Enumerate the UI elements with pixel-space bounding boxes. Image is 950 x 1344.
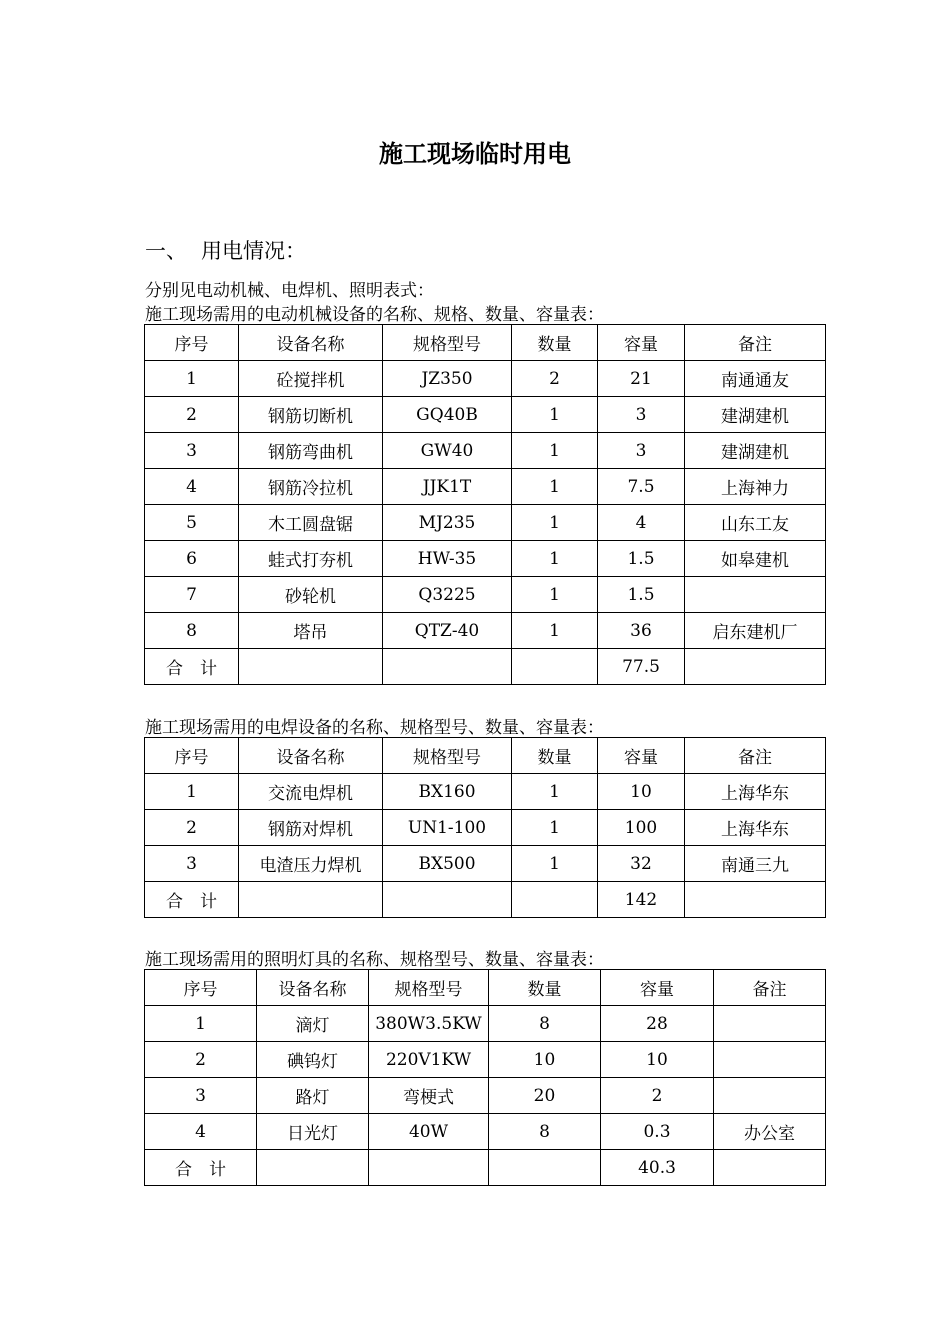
table-cell: 3 (145, 846, 239, 882)
table-row (145, 774, 826, 810)
table-cell: 上海华东 (685, 774, 826, 810)
table-cell (239, 649, 383, 685)
table-cell: 钢筋弯曲机 (239, 433, 383, 469)
table-cell: 4 (145, 1114, 257, 1150)
table-cell: MJ235 (383, 505, 512, 541)
table-cell: 1.5 (598, 541, 685, 577)
header-cell: 序号 (145, 970, 257, 1006)
header-cell: 数量 (512, 325, 598, 361)
table-row (145, 1078, 826, 1114)
header-cell: 容量 (598, 738, 685, 774)
table-cell: 4 (598, 505, 685, 541)
table-cell: 1 (512, 505, 598, 541)
table-row (145, 433, 826, 469)
table-cell: Q3225 (383, 577, 512, 613)
table-cell: 钢筋切断机 (239, 397, 383, 433)
total-row (145, 649, 826, 685)
table-row (145, 810, 826, 846)
table-cell: 1 (512, 433, 598, 469)
section-heading (145, 235, 306, 265)
table-cell: 办公室 (714, 1114, 826, 1150)
table-cell (685, 577, 826, 613)
intro-text: 分别见电动机械、电焊机、照明表式： (145, 281, 434, 301)
table-cell: 2 (145, 1042, 257, 1078)
header-cell: 备注 (685, 325, 826, 361)
table-row (145, 469, 826, 505)
table-cell: 南通三九 (685, 846, 826, 882)
table-cell: 32 (598, 846, 685, 882)
header-cell: 规格型号 (383, 738, 512, 774)
table-cell: 2 (512, 361, 598, 397)
header-cell: 容量 (601, 970, 714, 1006)
table-row (145, 505, 826, 541)
table-cell: 2 (601, 1078, 714, 1114)
table-cell: 蛙式打夯机 (239, 541, 383, 577)
table1-caption: 施工现场需用的电动机械设备的名称、规格、数量、容量表： (145, 305, 604, 325)
header-cell: 备注 (685, 738, 826, 774)
table-cell: 1 (512, 846, 598, 882)
table-cell (239, 882, 383, 918)
table-cell (369, 1150, 489, 1186)
table-cell: 1 (145, 1006, 257, 1042)
table-cell: 3 (598, 433, 685, 469)
header-cell: 序号 (145, 738, 239, 774)
table-cell: 山东工友 (685, 505, 826, 541)
table-cell: GQ40B (383, 397, 512, 433)
table-cell: 2 (145, 810, 239, 846)
table-cell: 100 (598, 810, 685, 846)
table-cell: 砂轮机 (239, 577, 383, 613)
table-row (145, 1042, 826, 1078)
header-cell: 数量 (512, 738, 598, 774)
table-cell: BX160 (383, 774, 512, 810)
table-cell: 上海神力 (685, 469, 826, 505)
table-cell: JJK1T (383, 469, 512, 505)
table-cell: 380W3.5KW (369, 1006, 489, 1042)
table-cell: 1 (512, 774, 598, 810)
table-cell: 10 (598, 774, 685, 810)
table-cell (257, 1150, 369, 1186)
header-cell: 序号 (145, 325, 239, 361)
table-cell (383, 649, 512, 685)
table-cell (685, 882, 826, 918)
table-cell: 7 (145, 577, 239, 613)
table-cell: 10 (489, 1042, 601, 1078)
table-cell: 建湖建机 (685, 397, 826, 433)
table-cell: 4 (145, 469, 239, 505)
total-row (145, 1150, 826, 1186)
table3-caption: 施工现场需用的照明灯具的名称、规格型号、数量、容量表： (145, 950, 604, 970)
header-cell: 数量 (489, 970, 601, 1006)
table-cell: 40W (369, 1114, 489, 1150)
table-cell: 滴灯 (257, 1006, 369, 1042)
table-header-row (145, 970, 826, 1006)
table-cell: 1 (512, 397, 598, 433)
table-cell: 36 (598, 613, 685, 649)
table-cell: 木工圆盘锯 (239, 505, 383, 541)
table-cell: 日光灯 (257, 1114, 369, 1150)
header-cell: 设备名称 (239, 325, 383, 361)
table-cell: 3 (598, 397, 685, 433)
welding-equipment-table (144, 737, 826, 918)
table-cell: 钢筋冷拉机 (239, 469, 383, 505)
table-cell: GW40 (383, 433, 512, 469)
table-cell (512, 882, 598, 918)
table-row (145, 846, 826, 882)
total-value: 40.3 (601, 1150, 714, 1186)
table-row (145, 361, 826, 397)
table-cell: 20 (489, 1078, 601, 1114)
table-cell: 10 (601, 1042, 714, 1078)
page-title: 施工现场临时用电 (379, 139, 571, 168)
table-cell: UN1-100 (383, 810, 512, 846)
table-cell: 2 (145, 397, 239, 433)
table-row (145, 577, 826, 613)
table-cell: 8 (489, 1006, 601, 1042)
header-cell: 容量 (598, 325, 685, 361)
table-cell: 上海华东 (685, 810, 826, 846)
table-cell: 8 (145, 613, 239, 649)
table-cell: 电渣压力焊机 (239, 846, 383, 882)
table-cell: 1 (512, 469, 598, 505)
table-cell: 1 (512, 613, 598, 649)
table-header-row (145, 738, 826, 774)
table-cell: JZ350 (383, 361, 512, 397)
table-row (145, 541, 826, 577)
header-cell: 规格型号 (383, 325, 512, 361)
table-cell: 1 (145, 774, 239, 810)
table-cell (714, 1150, 826, 1186)
table-row (145, 1006, 826, 1042)
table-cell: 5 (145, 505, 239, 541)
table-cell: 1 (512, 810, 598, 846)
table-cell (383, 882, 512, 918)
table-cell: 28 (601, 1006, 714, 1042)
table-cell: 建湖建机 (685, 433, 826, 469)
table-cell: 1 (145, 361, 239, 397)
table-cell: 路灯 (257, 1078, 369, 1114)
table-row (145, 1114, 826, 1150)
table-cell (489, 1150, 601, 1186)
table-cell: QTZ-40 (383, 613, 512, 649)
section-title: 用电情况： (201, 239, 306, 263)
table-cell: 1.5 (598, 577, 685, 613)
total-label: 合 计 (145, 882, 239, 918)
total-row (145, 882, 826, 918)
table-cell: 启东建机厂 (685, 613, 826, 649)
motor-equipment-table (144, 324, 826, 685)
table-cell: 8 (489, 1114, 601, 1150)
table2-caption: 施工现场需用的电焊设备的名称、规格型号、数量、容量表： (145, 718, 604, 738)
table-cell: BX500 (383, 846, 512, 882)
header-cell: 备注 (714, 970, 826, 1006)
table-cell: 1 (512, 577, 598, 613)
table-cell (512, 649, 598, 685)
table-cell (714, 1042, 826, 1078)
table-cell: 21 (598, 361, 685, 397)
total-value: 142 (598, 882, 685, 918)
table-cell: 塔吊 (239, 613, 383, 649)
table-cell: 如皋建机 (685, 541, 826, 577)
header-cell: 规格型号 (369, 970, 489, 1006)
table-cell: 南通通友 (685, 361, 826, 397)
table-cell: 砼搅拌机 (239, 361, 383, 397)
table-cell: 7.5 (598, 469, 685, 505)
total-label: 合 计 (145, 649, 239, 685)
header-cell: 设备名称 (257, 970, 369, 1006)
table-cell: 交流电焊机 (239, 774, 383, 810)
total-label: 合 计 (145, 1150, 257, 1186)
table-cell: 3 (145, 433, 239, 469)
table-row (145, 397, 826, 433)
table-cell: 0.3 (601, 1114, 714, 1150)
table-cell: 3 (145, 1078, 257, 1114)
lighting-equipment-table (144, 969, 826, 1186)
table-cell (685, 649, 826, 685)
table-cell: 弯梗式 (369, 1078, 489, 1114)
table-cell: HW-35 (383, 541, 512, 577)
table-cell: 碘钨灯 (257, 1042, 369, 1078)
table-cell: 6 (145, 541, 239, 577)
table-cell: 220V1KW (369, 1042, 489, 1078)
section-number: 一、 (145, 239, 187, 263)
total-value: 77.5 (598, 649, 685, 685)
table-cell (714, 1006, 826, 1042)
table-header-row (145, 325, 826, 361)
table-cell: 1 (512, 541, 598, 577)
table-row (145, 613, 826, 649)
table-cell (714, 1078, 826, 1114)
table-cell: 钢筋对焊机 (239, 810, 383, 846)
header-cell: 设备名称 (239, 738, 383, 774)
